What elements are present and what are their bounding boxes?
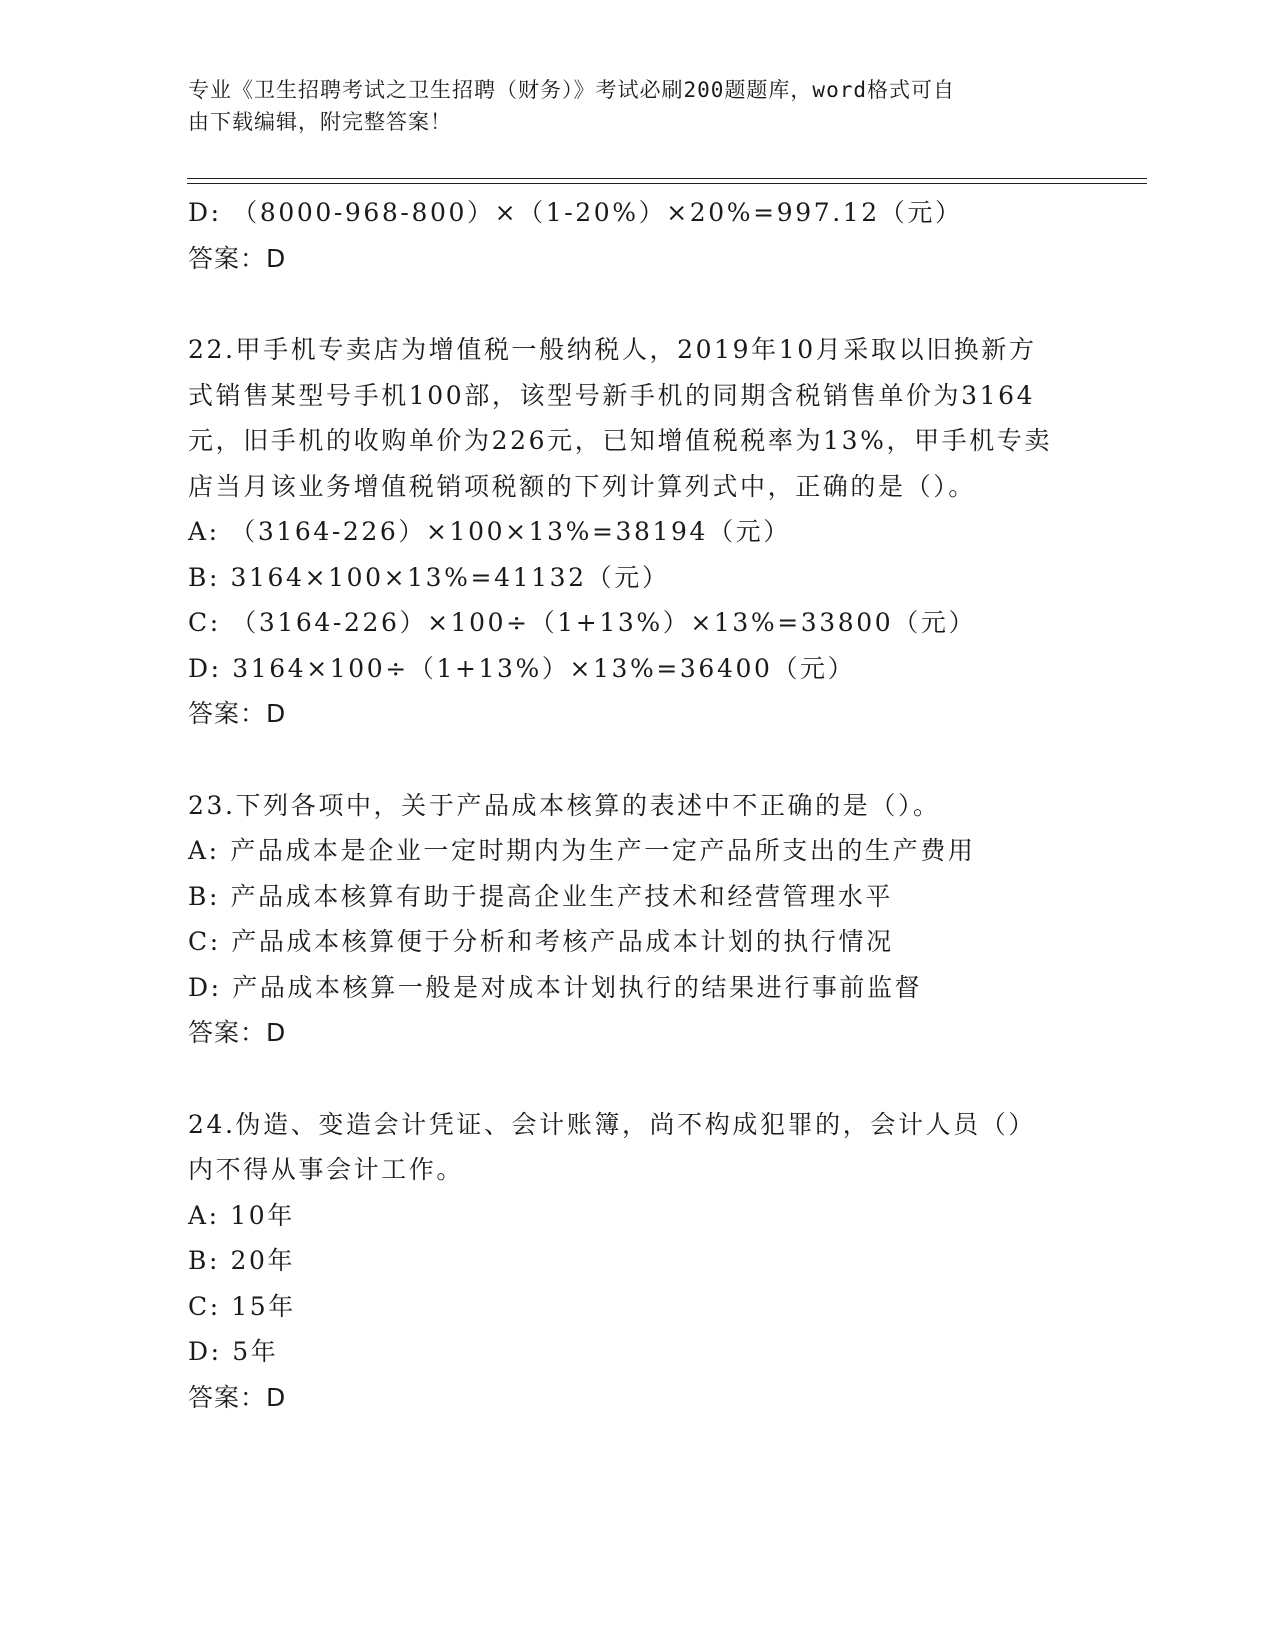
option-a: A: 10年	[188, 1200, 295, 1230]
spacer	[188, 737, 1088, 783]
header-divider-bottom	[187, 183, 1147, 184]
option-c: C: （3164-226）×100÷（1+13%）×13%=33800（元）	[188, 608, 977, 637]
answer: 答案：D	[188, 1382, 287, 1412]
prev-answer: 答案：D	[188, 243, 287, 273]
option-d: D: 5年	[188, 1337, 279, 1366]
option-c: C: 产品成本核算便于分析和考核产品成本计划的执行情况	[188, 927, 894, 956]
header-line-2: 由下载编辑，附完整答案！	[188, 110, 452, 134]
question-content	[188, 190, 1088, 1420]
question-text-line: 23.下列各项中，关于产品成本核算的表述中不正确的是（）。	[188, 790, 941, 820]
question-23	[188, 783, 1088, 1056]
question-text-line: 24.伪造、变造会计凭证、会计账簿，尚不构成犯罪的，会计人员（）	[188, 1109, 1036, 1139]
question-text-line: 店当月该业务增值税销项税额的下列计算列式中，正确的是（）。	[188, 471, 976, 501]
header-divider-top	[187, 178, 1147, 179]
question-22	[188, 327, 1088, 737]
option-d: D: 产品成本核算一般是对成本计划执行的结果进行事前监督	[188, 972, 923, 1002]
answer: 答案：D	[188, 699, 287, 728]
answer: 答案：D	[188, 1018, 287, 1047]
question-text-line: 元，旧手机的收购单价为226元，已知增值税税率为13%，甲手机专卖	[188, 426, 1053, 455]
option-d: D: 3164×100÷（1+13%）×13%=36400（元）	[188, 653, 856, 683]
option-b: B: 3164×100×13%=41132（元）	[188, 562, 670, 592]
prev-option-d: D: （8000-968-800）×（1-20%）×20%=997.12（元）	[188, 198, 963, 227]
question-text-line: 式销售某型号手机100部，该型号新手机的同期含税销售单价为3164	[188, 380, 1036, 410]
question-text-line: 内不得从事会计工作。	[188, 1155, 465, 1184]
page-header	[188, 74, 1068, 138]
option-a: A: 产品成本是企业一定时期内为生产一定产品所支出的生产费用	[188, 836, 976, 865]
header-line-1: 专业《卫生招聘考试之卫生招聘（财务）》考试必刷200题题库，word格式可自	[188, 78, 955, 102]
question-text-line: 22.甲手机专卖店为增值税一般纳税人，2019年10月采取以旧换新方	[188, 335, 1037, 364]
spacer	[188, 1056, 1088, 1102]
question-24	[188, 1102, 1088, 1421]
spacer	[188, 281, 1088, 327]
option-b: B: 20年	[188, 1246, 296, 1275]
option-b: B: 产品成本核算有助于提高企业生产技术和经营管理水平	[188, 881, 893, 911]
option-c: C: 15年	[188, 1291, 296, 1321]
option-a: A: （3164-226）×100×13%=38194（元）	[188, 517, 791, 546]
